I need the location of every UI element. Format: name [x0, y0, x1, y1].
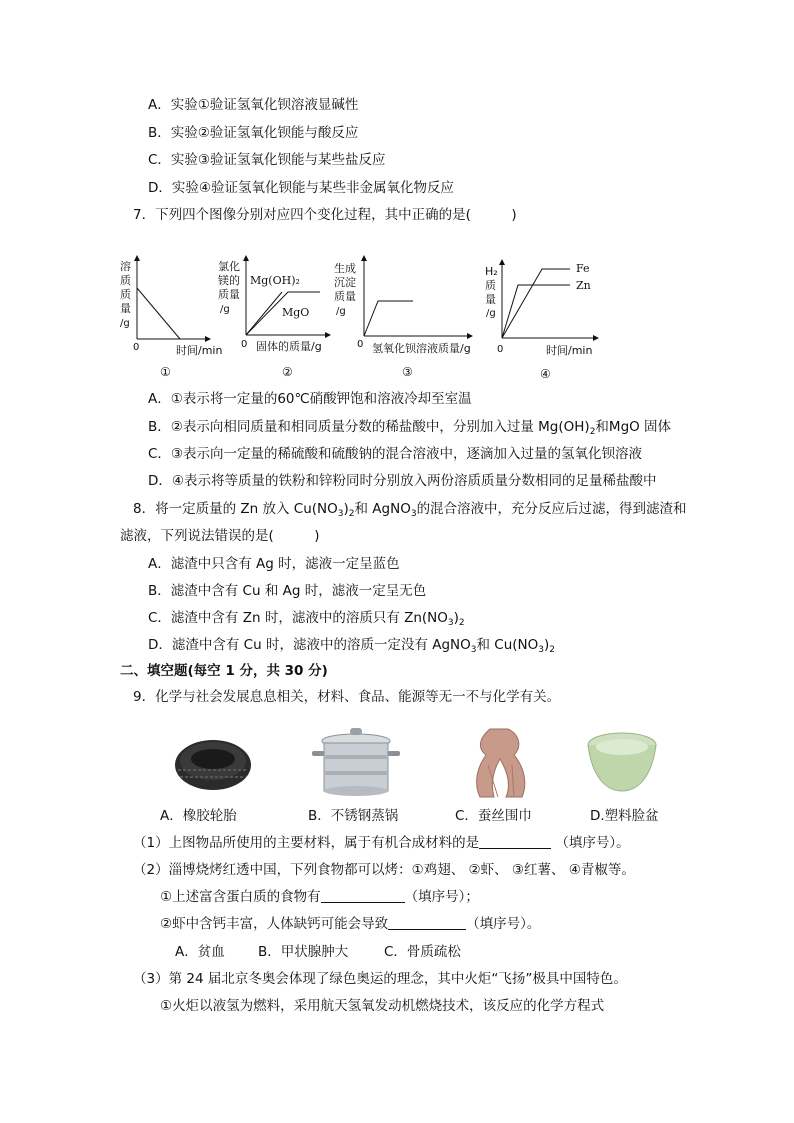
q9-sub2-choice-a: A．贫血: [175, 944, 225, 960]
steel-steamer-image: [312, 728, 400, 796]
q6-option-d: D．实验④验证氢氧化钡能与某些非金属氧化物反应: [148, 180, 454, 196]
q8-option-c-sub2: 2: [458, 618, 465, 628]
graph-4-number: ④: [540, 367, 551, 381]
q9-sub2-choice-c: C．骨质疏松: [384, 944, 461, 960]
graph-3-number: ③: [402, 365, 413, 379]
graph-2-series-mgoh2: Mg(OH)₂: [250, 274, 300, 287]
graph-3-ylabel-3: 质量: [334, 290, 356, 303]
graph-2-ylabel-1: 氯化: [218, 260, 240, 273]
q9-sub2-1-tail: （填序号）；: [404, 889, 479, 905]
q9-sub2: （2）淄博烧烤红透中国，下列食物都可以烤：①鸡翅、 ②虾、 ③红薯、 ④青椒等。: [133, 862, 635, 878]
q8-option-b: B．滤渣中含有 Cu 和 Ag 时，滤液一定呈无色: [148, 583, 427, 599]
graph-1-origin: 0: [133, 342, 140, 353]
graph-1-ylabel-5: /g: [120, 318, 130, 329]
q9-sub2-1-answer-blank[interactable]: [321, 890, 405, 903]
section-2-title: 二、填空题(每空 1 分，共 30 分): [120, 663, 328, 679]
graph-3: [334, 258, 471, 379]
q8-stem-a: 8．将一定质量的 Zn 放入 Cu(NO: [133, 501, 338, 517]
q7-option-a: A．①表示将一定量的60℃硝酸钾饱和溶液冷却至室温: [148, 391, 472, 407]
graph-4-series-fe: Fe: [576, 262, 590, 275]
q7-option-d: D．④表示将等质量的铁粉和锌粉同时分别放入两份溶质质量分数相同的足量稀盐酸中: [148, 473, 657, 489]
q8-option-c-text: C．滤渣中含有 Zn 时，滤液中的溶质只有 Zn(NO: [148, 610, 448, 626]
q9-sub3: （3）第 24 届北京冬奥会体现了绿色奥运的理念，其中火炬“飞扬”极具中国特色。: [133, 971, 627, 987]
graph-3-xlabel: 氢氧化钡溶液质量/g: [372, 342, 471, 355]
q8-stem-sub1: 3: [337, 509, 344, 519]
q8-option-d-sub3: 2: [549, 645, 556, 655]
graph-2-ylabel-3: 质量: [218, 288, 240, 301]
graph-4: [485, 262, 596, 381]
q8-option-a: A．滤渣中只含有 Ag 时，滤液一定呈蓝色: [148, 556, 400, 572]
q9-item-c: C．蚕丝围巾: [455, 808, 532, 824]
q8-stem-sub2: 2: [348, 509, 355, 519]
graph-2-curve-mgo: [246, 292, 282, 335]
graph-1-ylabel-3: 质: [120, 288, 131, 301]
q8-option-d-mid2: ): [544, 637, 550, 653]
q6-option-c: C．实验③验证氢氧化钡能与某些盐反应: [148, 152, 386, 168]
silk-scarf-image: [477, 729, 525, 797]
q7-stem: 7．下列四个图像分别对应四个变化过程，其中正确的是( ): [133, 207, 517, 223]
q8-option-d-sub2: 3: [538, 645, 545, 655]
q6-option-b: B．实验②验证氢氧化钡能与酸反应: [148, 125, 359, 141]
graph-1-ylabel-2: 质: [120, 274, 131, 287]
q8-stem-b: ): [343, 501, 349, 517]
q8-option-d: [148, 636, 555, 659]
graph-2-series-mgo: MgO: [282, 306, 310, 319]
graph-2-ylabel-4: /g: [220, 304, 230, 315]
graph-1-curve: [137, 288, 180, 339]
q9-item-d: D.塑料脸盆: [590, 808, 659, 824]
q8-stem-d: 的混合溶液中，充分反应后过滤，得到滤渣和: [416, 501, 687, 517]
q8-stem-line2: 滤液，下列说法错误的是( ): [120, 528, 320, 544]
q9-sub1-text: （1）上图物品所使用的主要材料，属于有机合成材料的是: [133, 835, 480, 851]
q9-item-b: B．不锈钢蒸锅: [308, 808, 399, 824]
graph-2: [218, 258, 328, 379]
q9-sub2-choice-b: B．甲状腺肿大: [258, 944, 349, 960]
q9-sub2-2: [160, 915, 540, 933]
graph-2-origin: 0: [241, 339, 248, 350]
q9-sub2-2-tail: （填序号）。: [466, 916, 541, 932]
q8-option-c-sub1: 3: [447, 618, 454, 628]
q9-sub2-2-text: ②虾中含钙丰富，人体缺钙可能会导致: [160, 916, 389, 932]
q7-option-c: C．③表示向一定量的稀硫酸和硫酸钠的混合溶液中，逐滴加入过量的氢氧化钡溶液: [148, 446, 643, 462]
graph-1-number: ①: [160, 365, 171, 379]
q8-option-c: [148, 609, 465, 632]
graph-3-ylabel-1: 生成: [334, 262, 356, 275]
graph-1-xlabel: 时间/min: [176, 344, 223, 357]
graph-4-xlabel: 时间/min: [546, 344, 593, 357]
q7-option-b-sub: 2: [589, 427, 596, 437]
graph-4-ylabel-4: /g: [486, 308, 496, 319]
rubber-tire-image: [175, 740, 251, 790]
q6-option-a: A．实验①验证氢氧化钡溶液显碱性: [148, 97, 359, 113]
graph-2-ylabel-2: 镁的: [218, 274, 240, 287]
q8-stem-sub3: 3: [410, 509, 417, 519]
q9-sub2-1: [160, 888, 479, 906]
q7-option-b-tail: 和MgO 固体: [595, 419, 672, 435]
q7-option-b: [148, 418, 671, 441]
graph-1: [120, 258, 222, 379]
graph-3-ylabel-2: 沉淀: [334, 276, 356, 289]
graph-4-series-zn: Zn: [576, 279, 591, 292]
graph-4-ylabel-3: 量: [485, 293, 496, 306]
graph-3-curve: [364, 301, 413, 336]
q9-images: [0, 725, 794, 805]
graph-3-origin: 0: [357, 339, 364, 350]
q8-option-d-text: D．滤渣中含有 Cu 时，滤液中的溶质一定没有 AgNO: [148, 637, 471, 653]
graph-2-xlabel: 固体的质量/g: [256, 340, 322, 353]
q9-sub3-1: ①火炬以液氢为燃料，采用航天氢氧发动机燃烧技术，该反应的化学方程式: [160, 998, 605, 1014]
graph-1-ylabel-4: 量: [120, 302, 131, 315]
graph-4-origin: 0: [497, 344, 504, 355]
q9-sub2-1-text: ①上述富含蛋白质的食物有: [160, 889, 321, 905]
q9-sub2-2-answer-blank[interactable]: [388, 917, 466, 930]
q8-stem-c: 和 AgNO: [354, 501, 411, 517]
graph-3-ylabel-4: /g: [336, 306, 346, 317]
q8-option-c-mid: ): [453, 610, 459, 626]
graph-4-ylabel-2: 质: [485, 279, 496, 292]
q9-sub1-answer-blank[interactable]: [479, 836, 551, 849]
graph-4-ylabel-1: H₂: [485, 265, 498, 278]
graph-4-curve-zn: [502, 285, 570, 338]
q7-graphs: [0, 250, 794, 390]
plastic-basin-image: [588, 733, 656, 791]
graph-1-ylabel-1: 溶: [120, 260, 131, 273]
q7-option-b-text: B．②表示向相同质量和相同质量分数的稀盐酸中，分别加入过量 Mg(OH): [148, 419, 590, 435]
q8-option-d-mid: 和 Cu(NO: [476, 637, 539, 653]
q8-stem-line1: [133, 500, 687, 523]
q9-sub1: [133, 834, 630, 852]
graph-2-number: ②: [282, 365, 293, 379]
q9-sub1-tail: （填序号）。: [555, 835, 630, 851]
q9-item-a: A．橡胶轮胎: [160, 808, 237, 824]
q8-option-d-sub1: 3: [470, 645, 477, 655]
q9-stem: 9．化学与社会发展息息相关，材料、食品、能源等无一不与化学有关。: [133, 689, 561, 705]
